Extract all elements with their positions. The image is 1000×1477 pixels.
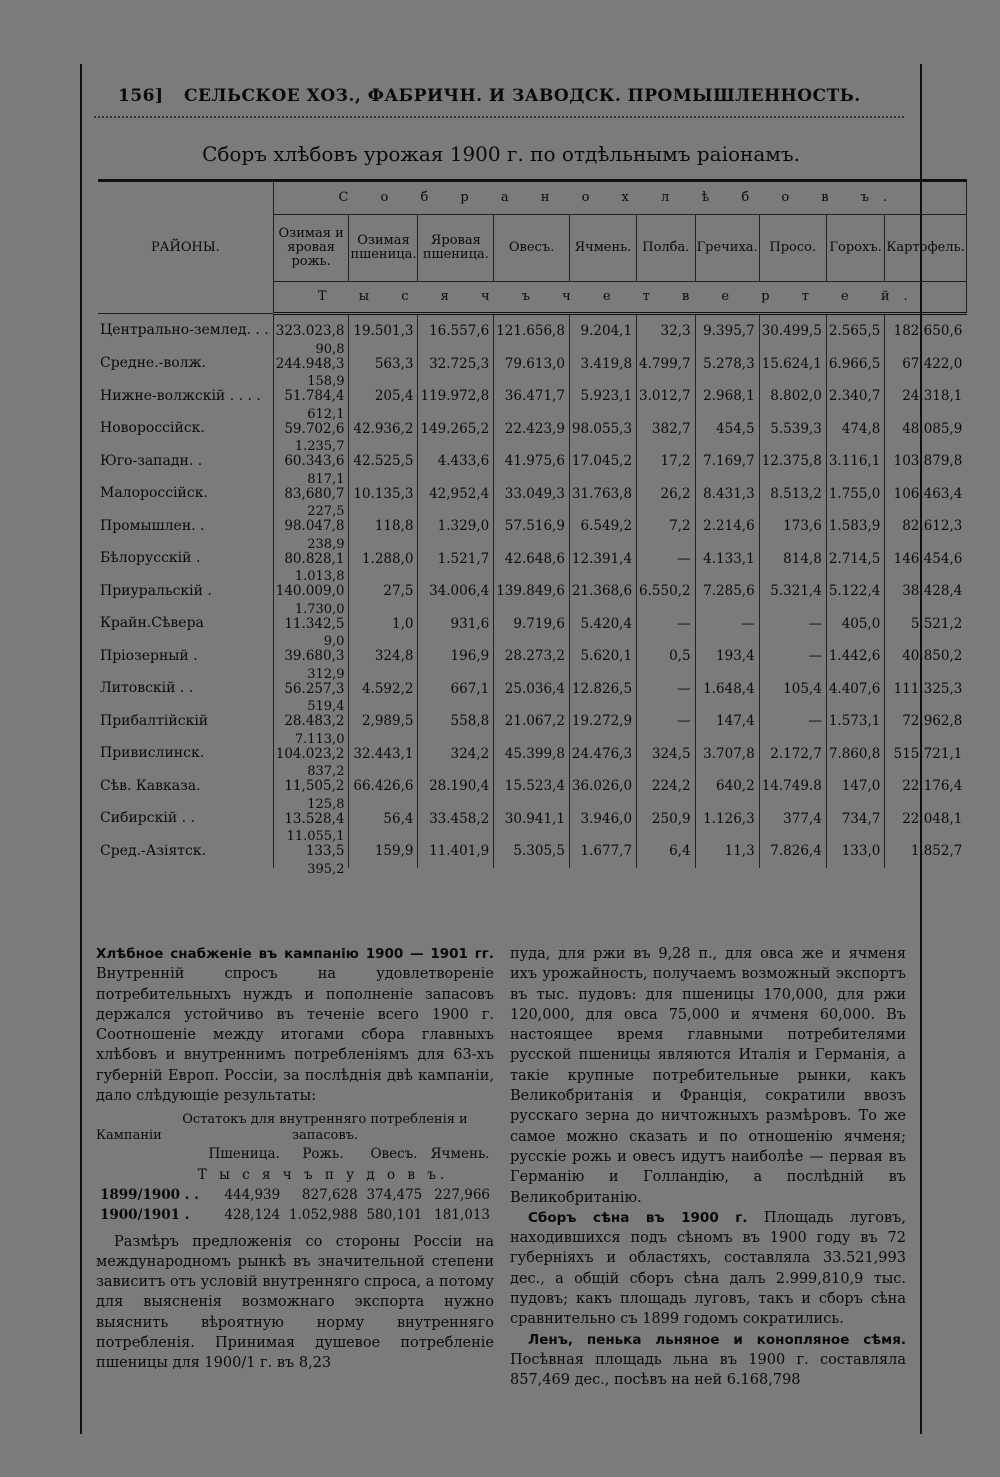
- table-cell: 5.321,4: [759, 575, 826, 608]
- table-cell: 41.975,6: [494, 445, 570, 478]
- table-cell: 16.557,6: [418, 314, 494, 348]
- table-cell: 193,4: [695, 640, 759, 673]
- table-cell: 6,4: [637, 835, 696, 868]
- table-cell: 22.423,9: [494, 413, 570, 446]
- table-row: [98, 640, 966, 673]
- table-cell: 111.325,3: [885, 673, 967, 706]
- section-heading: Ленъ, пенька льняное и конопляное сѣмя.: [528, 1331, 906, 1348]
- table-cell: 32.443,1: [349, 738, 418, 771]
- table-cell: 9.719,6: [494, 608, 570, 641]
- table-cell: 98.055,3: [569, 413, 636, 446]
- table-cell: 106.463,4: [885, 478, 967, 511]
- region-name: Промышлен. .: [100, 517, 205, 534]
- table-cell: 12.375,8: [759, 445, 826, 478]
- table-cell: 51.784,4 612,1: [273, 380, 349, 413]
- table-cell: 558,8: [418, 705, 494, 738]
- right-column: [510, 944, 906, 1391]
- table-cell: 224,2: [637, 770, 696, 803]
- mini-cell: 1899/1900 . .: [100, 1186, 199, 1203]
- table-cell: 1.288,0: [349, 543, 418, 576]
- mini-column-header: Ячмень.: [430, 1146, 490, 1163]
- mini-cell: 1.052,988: [289, 1207, 358, 1224]
- table-cell: 12.826,5: [569, 673, 636, 706]
- region-name: Пріозерный .: [100, 647, 198, 664]
- table-cell: 1.677,7: [569, 835, 636, 868]
- table-cell: 5.539,3: [759, 413, 826, 446]
- table-cell: 1,0: [349, 608, 418, 641]
- table-cell: —: [759, 608, 826, 641]
- group-header: С о б р а н о х л ѣ б о в ъ.: [273, 181, 966, 215]
- mini-row: [96, 1185, 494, 1205]
- table-cell: 1.583,9: [826, 510, 885, 543]
- table-cell: —: [637, 705, 696, 738]
- table-cell: 405,0: [826, 608, 885, 641]
- table-cell: 2,989,5: [349, 705, 418, 738]
- table-cell: 4.592,2: [349, 673, 418, 706]
- table-cell: 121.656,8: [494, 314, 570, 348]
- mini-column-header: Овесъ.: [370, 1146, 418, 1163]
- table-cell: 324,2: [418, 738, 494, 771]
- table-cell: 119.972,8: [418, 380, 494, 413]
- table-cell: 1.442,6: [826, 640, 885, 673]
- table-cell: 8.513,2: [759, 478, 826, 511]
- table-cell: 3.012,7: [637, 380, 696, 413]
- table-cell: 8.431,3: [695, 478, 759, 511]
- sub-value: 837,2: [307, 764, 345, 779]
- region-name: Приуральскій .: [100, 582, 212, 599]
- table-cell: 38.428,4: [885, 575, 967, 608]
- table-cell: 7.169,7: [695, 445, 759, 478]
- table-cell: 22.048,1: [885, 803, 967, 836]
- mini-cell: 227,966: [434, 1186, 490, 1203]
- table-cell: —: [637, 608, 696, 641]
- table-cell: 32.725,3: [418, 348, 494, 381]
- table-cell: 250,9: [637, 803, 696, 836]
- mini-cell: 827,628: [301, 1186, 358, 1203]
- table-cell: 3.116,1: [826, 445, 885, 478]
- table-row: [98, 380, 966, 413]
- column-header: Просо.: [759, 215, 826, 282]
- table-cell: 5.305,5: [494, 835, 570, 868]
- table-cell: 159,9: [349, 835, 418, 868]
- table-cell: 5.620,1: [569, 640, 636, 673]
- table-cell: —: [759, 640, 826, 673]
- table-cell: 24.476,3: [569, 738, 636, 771]
- table-cell: 25.036,4: [494, 673, 570, 706]
- table-cell: 9.395,7: [695, 314, 759, 348]
- table-cell: 474,8: [826, 413, 885, 446]
- table-cell: 13.528,4 11.055,1: [273, 803, 349, 836]
- table-cell: 24.318,1: [885, 380, 967, 413]
- header-rule: [94, 116, 904, 124]
- table-cell: —: [637, 673, 696, 706]
- table-cell: 22.176,4: [885, 770, 967, 803]
- table-cell: 323.023,8 90,8: [273, 314, 349, 348]
- paragraph: Посѣвная площадь льна въ 1900 г. составляла 857,469 дес., посѣвъ на ней 6.168,798: [510, 1351, 906, 1389]
- table-cell: 56,4: [349, 803, 418, 836]
- mini-unit: Т ы с я ч ъ п у д о в ъ.: [197, 1166, 449, 1183]
- sub-value: 612,1: [307, 406, 345, 422]
- table-cell: 103,879,8: [885, 445, 967, 478]
- table-cell: 56.257,3 519,4: [273, 673, 349, 706]
- table-cell: 6.549,2: [569, 510, 636, 543]
- table-cell: 2.714,5: [826, 543, 885, 576]
- left-column: [96, 944, 494, 1374]
- table-row: [98, 770, 966, 803]
- table-cell: 30.941,1: [494, 803, 570, 836]
- table-cell: 140.009,0 1.730,0: [273, 575, 349, 608]
- table-cell: 5.420,4: [569, 608, 636, 641]
- table-cell: 30.499,5: [759, 314, 826, 348]
- table-cell: 59.702,6 1.235,7: [273, 413, 349, 446]
- table-cell: 79.613,0: [494, 348, 570, 381]
- table-cell: 11,505,2 125,8: [273, 770, 349, 803]
- sub-value: 7.113,0: [294, 731, 345, 747]
- table-row: [98, 413, 966, 446]
- table-row: [98, 738, 966, 771]
- table-cell: 7.285,6: [695, 575, 759, 608]
- table-row: [98, 314, 966, 348]
- table-cell: 6.550,2: [637, 575, 696, 608]
- mini-cell: 580,101: [366, 1207, 423, 1224]
- table-cell: 1.852,7: [885, 835, 967, 868]
- table-row: [98, 348, 966, 381]
- table-cell: 105,4: [759, 673, 826, 706]
- table-cell: 931,6: [418, 608, 494, 641]
- table-cell: 39.680,3 312,9: [273, 640, 349, 673]
- table-cell: 377,4: [759, 803, 826, 836]
- sub-value: 125,8: [307, 796, 345, 812]
- table-cell: 72.962,8: [885, 705, 967, 738]
- table-cell: 4.133,1: [695, 543, 759, 576]
- table-cell: 173,6: [759, 510, 826, 543]
- table-cell: 27,5: [349, 575, 418, 608]
- mini-caption: Остатокъ для внутренняго потребленія и запасовъ.: [182, 1112, 468, 1144]
- table-cell: 28.190,4: [418, 770, 494, 803]
- table-cell: 48.085,9: [885, 413, 967, 446]
- sub-value: 158,9: [307, 374, 345, 389]
- table-cell: 7.826,4: [759, 835, 826, 868]
- table-cell: 80.828,1 1.013,8: [273, 543, 349, 576]
- table-cell: 4.799,7: [637, 348, 696, 381]
- table-cell: 7.860,8: [826, 738, 885, 771]
- table-cell: 6.966,5: [826, 348, 885, 381]
- table-cell: 2.172,7: [759, 738, 826, 771]
- table-cell: 1.755,0: [826, 478, 885, 511]
- column-header: Картофель.: [885, 215, 967, 282]
- mini-cell: 1900/1901 .: [100, 1207, 190, 1224]
- table-cell: 8.802,0: [759, 380, 826, 413]
- column-header: Ячмень.: [569, 215, 636, 282]
- region-name: Литовскій . .: [100, 680, 194, 697]
- table-cell: 4.407,6: [826, 673, 885, 706]
- table-cell: 21.368,6: [569, 575, 636, 608]
- table-cell: 667,1: [418, 673, 494, 706]
- table-cell: 182.650,6: [885, 314, 967, 348]
- column-header: Горохъ.: [826, 215, 885, 282]
- sub-value: 11.055,1: [286, 829, 345, 844]
- table-cell: 2.968,1: [695, 380, 759, 413]
- table-cell: 15.624,1: [759, 348, 826, 381]
- column-header: Гречиха.: [695, 215, 759, 282]
- page-title: Сборъ хлѣбовъ урожая 1900 г. по отдѣльнымъ раіонамъ.: [202, 142, 800, 166]
- table-cell: 2.565,5: [826, 314, 885, 348]
- table-cell: 5.278,3: [695, 348, 759, 381]
- table-cell: 11,3: [695, 835, 759, 868]
- table-cell: 1.329,0: [418, 510, 494, 543]
- table-cell: 11.342,5 9,0: [273, 608, 349, 641]
- table-cell: 7,2: [637, 510, 696, 543]
- table-cell: 28.273,2: [494, 640, 570, 673]
- table-cell: 133,5 395,2: [273, 835, 349, 868]
- column-header: Овесъ.: [494, 215, 570, 282]
- table-cell: 147,4: [695, 705, 759, 738]
- paragraph: Размѣръ предложенія со стороны Россіи на международномъ рынкѣ въ значительной степени зависитъ отъ условій внутренняго спроса, а потому для выясненія возможнаго экспорта нужно выяснить вѣроятную норму внутренняго потребленія. Принимая душевое потребленіе пшеницы для 1900/1 г. въ 8,23: [96, 1233, 494, 1372]
- table-cell: 36.026,0: [569, 770, 636, 803]
- mini-column-header: Рожь.: [302, 1146, 344, 1163]
- region-name: Сибирскій . .: [100, 810, 195, 827]
- region-name: Крайн.Сѣвера: [100, 615, 204, 632]
- table-cell: 5.122,4: [826, 575, 885, 608]
- paragraph: Площадь луговъ, находившихся подъ сѣномъ въ 1900 году въ 72 губерніяхъ и областяхъ, составляла 33.521,993 дес., а общій сборъ сѣна далъ 2.999,810,9 тыс. пудовъ; какъ площадь луговъ, такъ и сборъ сѣна сравнительно съ 1899 годомъ сократились.: [510, 1209, 906, 1328]
- table-cell: 45.399,8: [494, 738, 570, 771]
- table-cell: 12.391,4: [569, 543, 636, 576]
- table-cell: 563,3: [349, 348, 418, 381]
- table-cell: 133,0: [826, 835, 885, 868]
- mini-cell: 428,124: [224, 1207, 281, 1224]
- unit-header: Т ы с я ч ъ ч е т в е р т е й.: [273, 282, 966, 314]
- mini-column-header: Пшеница.: [208, 1146, 280, 1163]
- table-cell: 36.471,7: [494, 380, 570, 413]
- region-name: Малороссійск.: [100, 485, 208, 502]
- sub-value: 227,5: [307, 504, 345, 519]
- table-row: [98, 445, 966, 478]
- table-row: [98, 478, 966, 511]
- table-cell: 2.214,6: [695, 510, 759, 543]
- table-cell: 454,5: [695, 413, 759, 446]
- table-cell: 4.433,6: [418, 445, 494, 478]
- column-header: Полба.: [637, 215, 696, 282]
- table-row: [98, 543, 966, 576]
- mini-cell: 374,475: [366, 1186, 423, 1203]
- table-row: [98, 835, 966, 868]
- table-cell: 196,9: [418, 640, 494, 673]
- region-name: Нижне-волжскій . . . .: [100, 387, 261, 404]
- table-body: [98, 314, 966, 877]
- table-cell: 205,4: [349, 380, 418, 413]
- table-row: [98, 608, 966, 641]
- table-cell: 515.721,1: [885, 738, 967, 771]
- region-name: Привислинск.: [100, 745, 205, 762]
- region-name: Сред.-Азіятск.: [100, 842, 207, 859]
- table-cell: 21.067,2: [494, 705, 570, 738]
- remainder-table: [96, 1144, 494, 1225]
- paragraph: пуда, для ржи въ 9,28 п., для овса же и ячменя ихъ урожайность, получаемъ возможный экспортъ въ тыс. пудовъ: для пшеницы 170,000, для ржи 120,000, для овса 75,000 и ячменя 60,000. Въ настоящее время главными потребителями русской пшеницы являются Италія и Германія, а такіе крупные потребительные рынки, какъ Великобританія и Франція, сократили ввозъ русскаго зерна до ничтожныхъ размѣровъ. То же самое можно сказать и по отношенію ячменя; русскіе рожь и овесъ идутъ наиболѣе — первая въ Германію и Голландію, а послѣдній въ Великобританію.: [510, 946, 906, 1206]
- table-cell: 10.135,3: [349, 478, 418, 511]
- table-cell: 1.521,7: [418, 543, 494, 576]
- table-cell: 42,952,4: [418, 478, 494, 511]
- sub-value: 1.235,7: [294, 439, 345, 454]
- sub-value: 90,8: [315, 341, 345, 357]
- region-name: Бѣлорусскій .: [100, 550, 201, 567]
- table-cell: 104.023,2 837,2: [273, 738, 349, 771]
- table-cell: 5.923,1: [569, 380, 636, 413]
- mini-row: [96, 1205, 494, 1225]
- table-cell: 40.850,2: [885, 640, 967, 673]
- table-row: [98, 575, 966, 608]
- table-cell: 1.126,3: [695, 803, 759, 836]
- mini-kampanii: Кампаніи: [96, 1128, 162, 1144]
- table-cell: 42.525,5: [349, 445, 418, 478]
- table-cell: 17.045,2: [569, 445, 636, 478]
- section-heading: Хлѣбное снабженіе въ кампанію 1900 — 1901 гг.: [96, 946, 494, 962]
- table-cell: 640,2: [695, 770, 759, 803]
- table-cell: 60.343,6 817,1: [273, 445, 349, 478]
- table-cell: 244.948,3 158,9: [273, 348, 349, 381]
- table-cell: 382,7: [637, 413, 696, 446]
- running-title: СЕЛЬСКОЕ ХОЗ., ФАБРИЧН. И ЗАВОДСК. ПРОМЫШЛЕННОСТЬ.: [183, 86, 861, 106]
- table-cell: 14.749.8: [759, 770, 826, 803]
- sub-value: 9,0: [323, 634, 345, 649]
- table-cell: 32,3: [637, 314, 696, 348]
- sub-value: 1.013,8: [294, 569, 345, 584]
- table-cell: 1.648,4: [695, 673, 759, 706]
- table-cell: 5.521,2: [885, 608, 967, 641]
- table-cell: 0,5: [637, 640, 696, 673]
- sub-value: 1.730,0: [294, 601, 345, 617]
- table-cell: 11.401,9: [418, 835, 494, 868]
- table-cell: 19.501,3: [349, 314, 418, 348]
- table-cell: 17,2: [637, 445, 696, 478]
- table-cell: 83,680,7 227,5: [273, 478, 349, 511]
- region-name: Центрально-землед. . .: [100, 322, 269, 339]
- table-cell: 28.483,2 7.113,0: [273, 705, 349, 738]
- region-name: Юго-западн. .: [100, 452, 203, 469]
- table-cell: 1.573,1: [826, 705, 885, 738]
- region-header: РАЙОНЫ.: [98, 181, 273, 314]
- table-cell: 149.265,2: [418, 413, 494, 446]
- section-heading: Сборъ сѣна въ 1900 г.: [528, 1209, 748, 1226]
- table-cell: 3.419,8: [569, 348, 636, 381]
- table-cell: 146.454,6: [885, 543, 967, 576]
- table-cell: 19.272,9: [569, 705, 636, 738]
- table-cell: 15.523,4: [494, 770, 570, 803]
- table-cell: 98.047,8 238,9: [273, 510, 349, 543]
- table-cell: 33.458,2: [418, 803, 494, 836]
- table-cell: 66.426,6: [349, 770, 418, 803]
- table-cell: 147,0: [826, 770, 885, 803]
- table-cell: 3.946,0: [569, 803, 636, 836]
- table-cell: 118,8: [349, 510, 418, 543]
- table-row: [98, 673, 966, 706]
- table-cell: 3.707,8: [695, 738, 759, 771]
- region-name: Новороссійск.: [100, 420, 205, 437]
- mini-cell: 181,013: [434, 1207, 490, 1224]
- running-header: [118, 86, 861, 106]
- table-cell: 42.936,2: [349, 413, 418, 446]
- column-header: Озимая и яровая рожь.: [273, 215, 349, 282]
- table-cell: —: [759, 705, 826, 738]
- sub-value: 312,9: [307, 666, 345, 682]
- document-page: [80, 64, 965, 1434]
- table-cell: 42.648,6: [494, 543, 570, 576]
- sub-value: 519,4: [307, 699, 345, 714]
- table-row: [98, 803, 966, 836]
- harvest-table: [98, 179, 965, 877]
- table-cell: 67.422,0: [885, 348, 967, 381]
- table-cell: 34.006,4: [418, 575, 494, 608]
- column-header: Яровая пшеница.: [418, 215, 494, 282]
- sub-value: 238,9: [307, 536, 345, 552]
- table-cell: 26,2: [637, 478, 696, 511]
- region-name: Прибалтійскій: [100, 712, 209, 729]
- table-cell: 324,8: [349, 640, 418, 673]
- table-cell: —: [637, 543, 696, 576]
- table-cell: —: [695, 608, 759, 641]
- table-cell: 33.049,3: [494, 478, 570, 511]
- table-cell: 139.849,6: [494, 575, 570, 608]
- paragraph: Внутренній спросъ на удовлетвореніе потребительныхъ нуждъ и пополненіе запасовъ держался устойчиво въ теченіе всего 1900 г. Соотношеніе между итогами сбора главныхъ хлѣбовъ и внутреннимъ потребленіямъ для 63-хъ губерній Европ. Россіи, за послѣднія двѣ кампаніи, дало слѣдующіе результаты:: [96, 966, 494, 1105]
- table-cell: 2.340,7: [826, 380, 885, 413]
- table-cell: 31.763,8: [569, 478, 636, 511]
- page-number: 156]: [118, 86, 164, 106]
- mini-cell: 444,939: [224, 1186, 281, 1203]
- sub-value: 395,2: [307, 861, 345, 877]
- table-cell: 324,5: [637, 738, 696, 771]
- sub-value: 817,1: [307, 471, 345, 487]
- table-cell: 814,8: [759, 543, 826, 576]
- table-cell: 82.612,3: [885, 510, 967, 543]
- table-cell: 9.204,1: [569, 314, 636, 348]
- region-name: Сѣв. Кавказа.: [100, 777, 201, 794]
- region-name: Средне.-волж.: [100, 355, 206, 372]
- table-row: [98, 705, 966, 738]
- table-cell: 57.516,9: [494, 510, 570, 543]
- table-cell: 734,7: [826, 803, 885, 836]
- table-row: [98, 510, 966, 543]
- column-header: Озимая пшеница.: [349, 215, 418, 282]
